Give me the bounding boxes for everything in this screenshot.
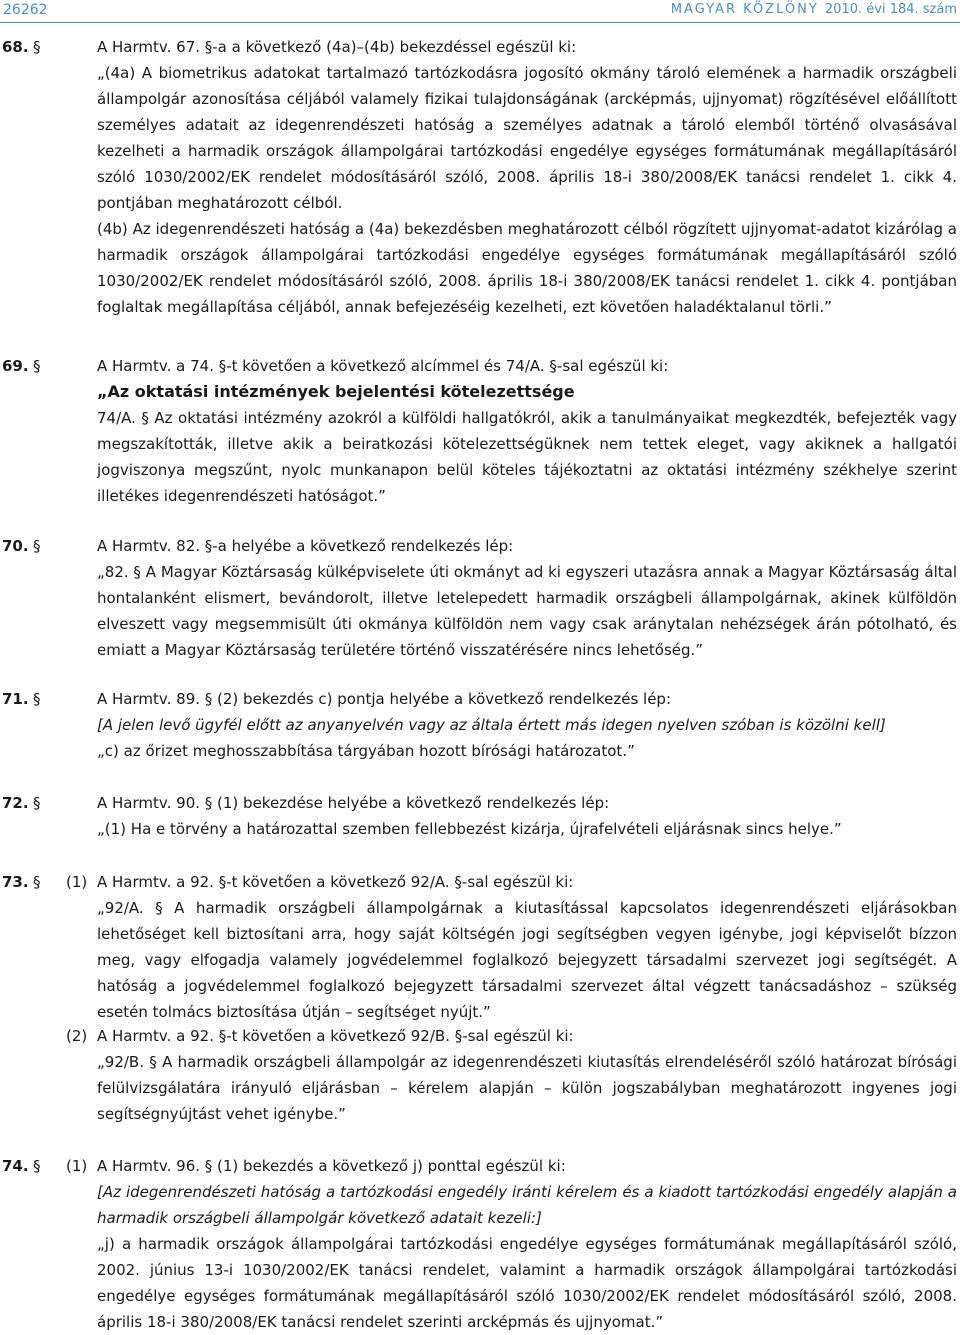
subsection-number-2: (2) [66, 1027, 88, 1045]
section-number: 68. [2, 38, 29, 56]
section-body [97, 379, 957, 509]
section-intro: A Harmtv. 67. §-a a következő (4a)–(4b) bekezdéssel egészül ki: [97, 38, 577, 56]
section-intro: A Harmtv. a 74. §-t követően a következő alcímmel és 74/A. §-sal egészül ki: [97, 357, 669, 375]
section-body [97, 1179, 957, 1335]
paragraph-82: „82. § A Magyar Köztársaság külképviselete úti okmányt ad ki egyszeri utazásra annak a Magyar Köztársaság által hontalanként elismert, bevándorolt, illetve letelepedett harmadik országbeli állampolgárnak, akinek külföldön elveszett vagy megsemmisült úti okmánya külföldön nem vagy csak aránytalan nehézségek árán pótolható, és emiatt a Magyar Köztársaság területére történő visszatérésére nincs lehetőség.” [97, 563, 957, 659]
section-body [97, 712, 957, 764]
section-intro: A Harmtv. 82. §-a helyébe a következő rendelkezés lép: [97, 537, 514, 555]
section-number: 70. [2, 537, 29, 555]
header-rule [0, 22, 960, 23]
section-number: 72. [2, 794, 29, 812]
section-number: 73. [2, 873, 29, 891]
subsection-body-2 [97, 1049, 957, 1127]
section-sign: § [33, 794, 41, 812]
paragraph-74a: 74/A. § Az oktatási intézmény azokról a külföldi hallgatókról, akik a tanulmányaikat megkezdték, befejezték vagy megszakították, illetve akik a beiratkozási kötelezettségüknek nem tettek eleget, vagy akiknek a hallgatói jogviszonya megszűnt, nyolc munkanapon belül köteles tájékoztatni az oktatási intézmény székhelye szerint illetékes idegenrendészeti hatóságot.” [97, 409, 957, 505]
page-number: 26262 [3, 2, 48, 18]
context-text: [A jelen levő ügyfél előtt az anyanyelvén vagy az általa értett más idegen nyelven szóban is közölni kell] [97, 716, 886, 734]
section-number: 74. [2, 1157, 29, 1175]
subsection-number-1: (1) [66, 873, 88, 891]
publication-name: MAGYAR KÖZLÖNY [670, 2, 819, 17]
section-sign: § [33, 38, 41, 56]
subsection-intro-1: A Harmtv. 96. § (1) bekezdés a következő j) ponttal egészül ki: [97, 1157, 566, 1175]
section-sign: § [33, 1157, 41, 1175]
subsection-intro-1: A Harmtv. a 92. §-t követően a következő 92/A. §-sal egészül ki: [97, 873, 574, 891]
section-sign: § [33, 357, 41, 375]
section-body [97, 816, 957, 842]
section-intro: A Harmtv. 89. § (2) bekezdés c) pontja helyébe a következő rendelkezés lép: [97, 690, 671, 708]
section-sign: § [33, 690, 41, 708]
paragraph-4b: (4b) Az idegenrendészeti hatóság a (4a) bekezdésben meghatározott célból rögzített ujjnyomat-adatot kizárólag a harmadik országok állampolgárai tartózkodási engedélye egységes formátumának megállapításáról szóló 1030/2002/EK rendelet módosításáról szóló, 2008. április 18-i 380/2008/EK tanácsi rendelet 1. cikk 4. pontjában foglaltak megállapítása céljából, annak befejezéséig kezelheti, ezt követően haladéktalanul törli.” [97, 220, 957, 316]
issue-date: 2010. évi 184. szám [824, 2, 957, 17]
section-body [97, 559, 957, 663]
subtitle-heading: „Az oktatási intézmények bejelentési kötelezettsége [97, 382, 575, 401]
subsection-number-1: (1) [66, 1157, 88, 1175]
context-text: [Az idegenrendészeti hatóság a tartózkodási engedély iránti kérelem és a kiadott tartózkodási engedély alapján a harmadik országbeli állampolgár következő adatait kezeli:] [97, 1183, 957, 1227]
section-intro: A Harmtv. 90. § (1) bekezdése helyébe a következő rendelkezés lép: [97, 794, 610, 812]
section-sign: § [33, 873, 41, 891]
subsection-intro-2: A Harmtv. a 92. §-t követően a következő 92/B. §-sal egészül ki: [97, 1027, 574, 1045]
paragraph-92b: „92/B. § A harmadik országbeli állampolgár az idegenrendészeti kiutasítás elrendeléséről szóló határozat bírósági felülvizsgálatára irányuló eljárásban – kérelem alapján – külön jogszabályban meghatározott ingyenes jogi segítségnyújtást vehet igénybe.” [97, 1053, 957, 1123]
paragraph-1: „(1) Ha e törvény a határozattal szemben fellebbezést kizárja, újrafelvételi eljárásnak sincs helye.” [97, 820, 842, 838]
section-number: 69. [2, 357, 29, 375]
section-body [97, 60, 957, 320]
section-sign: § [33, 537, 41, 555]
point-j: „j) a harmadik országok állampolgárai tartózkodási engedélye egységes formátumának megállapításáról szóló, 2002. június 13-i 1030/2002/EK tanácsi rendelet, valamint a harmadik országok állampolgárai tartózkodási engedélye egységes formátumának megállapításáról szóló 1030/2002/EK rendelet módosításáról szóló, 2008. április 18-i 380/2008/EK tanácsi rendelet szerinti arcképmás és ujjnyomat.” [97, 1235, 957, 1331]
paragraph-92a: „92/A. § A harmadik országbeli állampolgárnak a kiutasítással kapcsolatos idegenrendészeti eljárásokban lehetőséget kell biztosítani arra, hogy saját költségén jogi segítségben vegyen igénybe, jogi képviselőt bízzon meg, vagy elfogadja valamely jogvédelemmel foglalkozó bejegyzett társadalmi szervezet jogi segítségét. A hatóság a jogvédelemmel foglalkozó bejegyzett társadalmi szervezet által végzett tanácsadáshoz – szükség esetén tolmács biztosítása útján – segítséget nyújt.” [97, 899, 957, 1021]
section-number: 71. [2, 690, 29, 708]
publication-header [671, 0, 957, 20]
subsection-body-1 [97, 895, 957, 1025]
paragraph-4a: „(4a) A biometrikus adatokat tartalmazó tartózkodásra jogosító okmány tároló elemének a harmadik országbeli állampolgár azonosítása céljából valamely fizikai tulajdonságának (arcképmás, ujjnyomat) rögzítésével előállított személyes adatait az idegenrendészeti hatóság a személyes adatnak a tároló elemből történő olvasásával kezelheti a harmadik országok állampolgárai tartózkodási engedélye egységes formátumának megállapításáról szóló 1030/2002/EK rendelet módosításáról szóló, 2008. április 18-i 380/2008/EK tanácsi rendelet 1. cikk 4. pontjában meghatározott célból. [97, 64, 957, 212]
point-c: „c) az őrizet meghosszabbítása tárgyában hozott bírósági határozatot.” [97, 742, 635, 760]
